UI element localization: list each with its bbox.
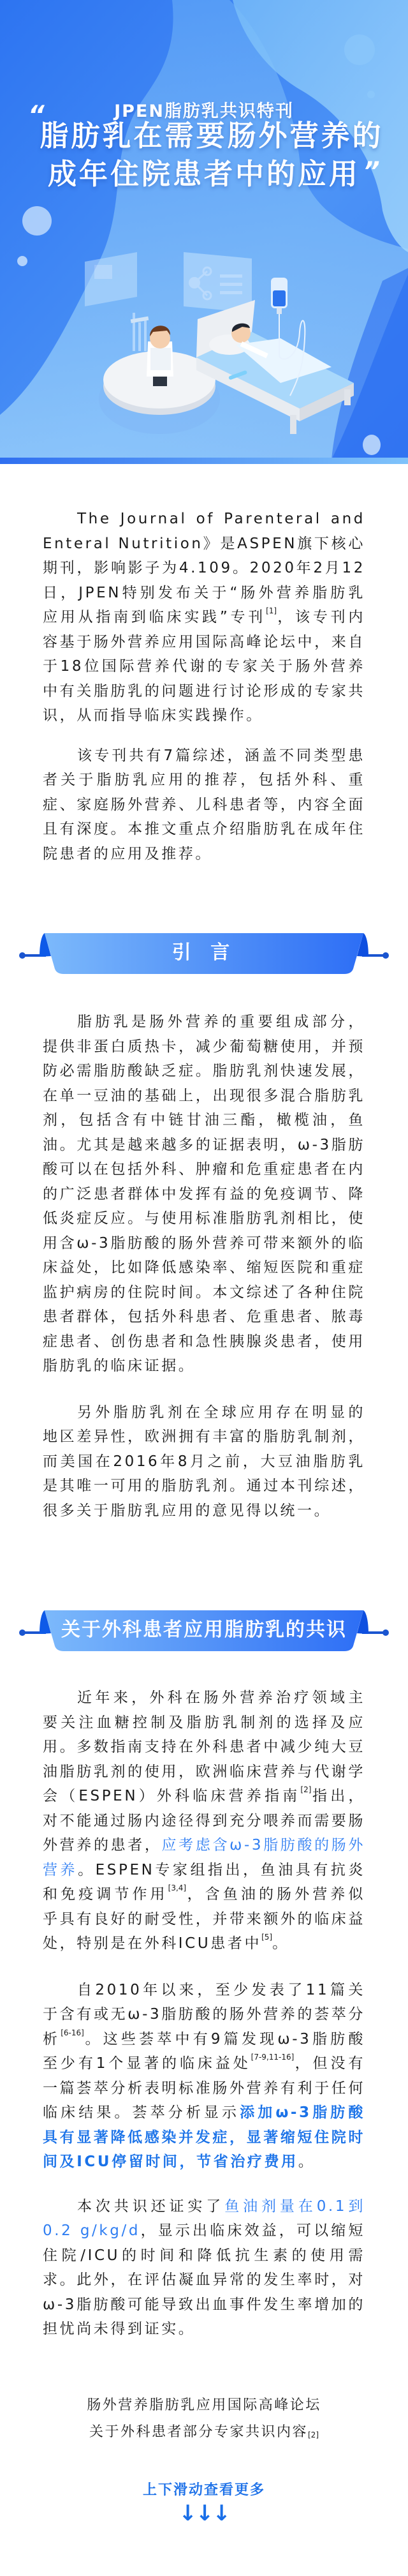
decor-circle xyxy=(344,34,375,65)
hero-title-line1: 脂肪乳在需要肠外营养的 xyxy=(40,119,384,153)
paragraph-text: The Journal of Parenteral and Enteral Nutrition》是ASPEN旗下核心期刊，影响影子为4.109。2020年2月12日，JPEN特别发布关于“肠外营养脂肪乳应用从指南到临床实践”专刊 xyxy=(43,511,365,625)
highlighted-text: 应考虑含ω-3脂肪酸的肠外营养 xyxy=(43,1837,365,1878)
hero-banner xyxy=(0,0,408,464)
reference-marker: [5] xyxy=(261,1933,273,1942)
paragraph-text: 指出，对不能通过肠内途径得到充分喂养而需要肠外营养的患者， xyxy=(43,1788,365,1853)
paragraph-text: 脂肪乳是肠外营养的重要组成部分，提供非蛋白质热卡，减少葡萄糖使用，并预防必需脂肪酸缺乏症。脂肪乳剂快速发展，在单一豆油的基础上，出现很多混合脂肪乳剂，包括含有中链甘油三酯，橄榄油，鱼油。尤其是越来越多的证据表明，ω-3脂肪酸可以在包括外科、肿瘤和危重症患者在内的广泛患者群体中发挥有益的免疫调节、降低炎症反应。与使用标准脂肪乳剂相比，使用含ω-3脂肪酸的肠外营养可带来额外的临床益处，比如降低感染率、缩短医院和重症监护病房的住院时间。本文综述了各种住院患者群体，包括外科患者、危重患者、脓毒症患者、创伤患者和急性胰腺炎患者，使用脂肪乳的临床证据。 xyxy=(43,1014,365,1374)
paragraph-text: 另外脂肪乳剂在全球应用存在明显的地区差异性，欧洲拥有丰富的脂肪乳制剂，而美国在2016年8月之前，大豆油脂肪乳是其唯一可用的脂肪乳剂。通过本刊综述，很多关于脂肪乳应用的意见得以统一。 xyxy=(43,1404,365,1519)
intro-section xyxy=(0,507,408,866)
emphasized-text: 添加ω-3脂肪酸具有显著降低感染并发症，显著缩短住院时间及ICU停留时间，节省治疗费用 xyxy=(43,2104,365,2170)
paragraph-text: 。这些荟萃中有9篇发现ω-3脂肪酸至少有1个显著的临床益处 xyxy=(43,2030,365,2072)
section-intro-body xyxy=(0,1010,408,1523)
scroll-more-hint: 上下滑动查看更多 xyxy=(142,2482,265,2498)
paragraph-text: 本次共识还证实了 xyxy=(77,2198,225,2215)
body-paragraph xyxy=(43,1400,365,1524)
body-paragraph xyxy=(43,1978,365,2175)
highlighted-text: 鱼油剂量在0.1到0.2 g/kg/d xyxy=(43,2198,365,2239)
caption-reference: [2] xyxy=(308,2430,319,2439)
source-caption xyxy=(0,2392,408,2446)
body-paragraph xyxy=(43,2194,365,2342)
floating-panel-icon xyxy=(85,252,137,306)
reference-marker: [6-16] xyxy=(61,2028,84,2037)
body-paragraph xyxy=(43,1010,365,1379)
paragraph-text: 该专刊共有7篇综述，涵盖不同类型患者关于脂肪乳应用的推荐，包括外科、重症、家庭肠外营养、儿科患者等，内容全面且有深度。本推文重点介绍脂肪乳在成年住院患者的应用及推荐。 xyxy=(43,747,365,862)
intro-paragraph xyxy=(43,507,365,728)
intro-paragraph xyxy=(43,744,365,867)
section-heading-banner xyxy=(0,933,408,975)
hero-subtitle: JPEN脂肪乳共识特刊 xyxy=(114,101,294,121)
section-title-intro: 引 言 xyxy=(171,941,237,964)
reference-marker: [3,4] xyxy=(168,1883,187,1892)
caption-line2: 关于外科患者部分专家共识内容[2] xyxy=(89,2423,319,2440)
paragraph-text: ，显示出临床效益，可以缩短住院/ICU的时间和降低抗生素的使用需求。此外，在评估凝血异常的发生率时，对ω-3脂肪酸可能导致出血事件发生率增加的担忧尚未得到证实。 xyxy=(43,2222,365,2337)
quote-close-icon: ” xyxy=(363,157,380,186)
paragraph-text: ，含鱼油的肠外营养似乎具有良好的耐受性，并带来额外的临床益处，特别是在外科ICU患者中 xyxy=(43,1886,366,1952)
caption-line1: 肠外营养脂肪乳应用国际高峰论坛 xyxy=(87,2397,321,2413)
hero-title-line2: 成年住院患者中的应用 xyxy=(47,157,360,191)
hero-bottom-stripe xyxy=(0,458,408,464)
hero-illustration xyxy=(0,0,408,464)
paragraph-text: ，但没有一篇荟萃分析表明标准肠外营养有利于任何临床结果。荟萃分析显示 xyxy=(43,2055,365,2121)
reference-marker: [2] xyxy=(300,1785,312,1794)
paragraph-text: 。ESPEN专家组指出，鱼油具有抗炎和免疫调节作用 xyxy=(43,1861,365,1903)
paragraph-text: 近年来，外科在肠外营养治疗领域主要关注血糖控制及脂肪乳制剂的选择及应用。多数指南支持在外科患者中减少纯大豆油脂肪乳剂的使用，欧洲临床营养与代谢学会（ESPEN）外科临床营养指南 xyxy=(43,1689,365,1804)
section-title-surgery: 关于外科患者应用脂肪乳的共识 xyxy=(61,1619,347,1641)
down-arrows-icon: ↓↓↓ xyxy=(178,2500,229,2526)
paragraph-text: ，该专刊内容基于肠外营养应用国际高峰论坛中，来自于18位国际营养代谢的专家关于肠外营养中有关脂肪乳的问题进行讨论形成的专家共识，从而指导临床实践操作。 xyxy=(43,609,366,724)
paragraph-text: 。 xyxy=(298,2153,316,2170)
section-surgery-body xyxy=(0,1686,408,2342)
quote-open-icon: “ xyxy=(28,101,45,130)
reference-marker: [7-9,11-16] xyxy=(251,2053,295,2062)
reference-marker: [1] xyxy=(266,606,277,615)
body-paragraph xyxy=(43,1686,365,1956)
paragraph-text: 。 xyxy=(272,1935,289,1952)
paragraph-text: 自2010年以来，至少发表了11篇关于含有或无ω-3脂肪酸的肠外营养的荟萃分析 xyxy=(43,1981,365,2048)
section-heading-banner xyxy=(0,1610,408,1652)
share-icon xyxy=(184,252,252,313)
